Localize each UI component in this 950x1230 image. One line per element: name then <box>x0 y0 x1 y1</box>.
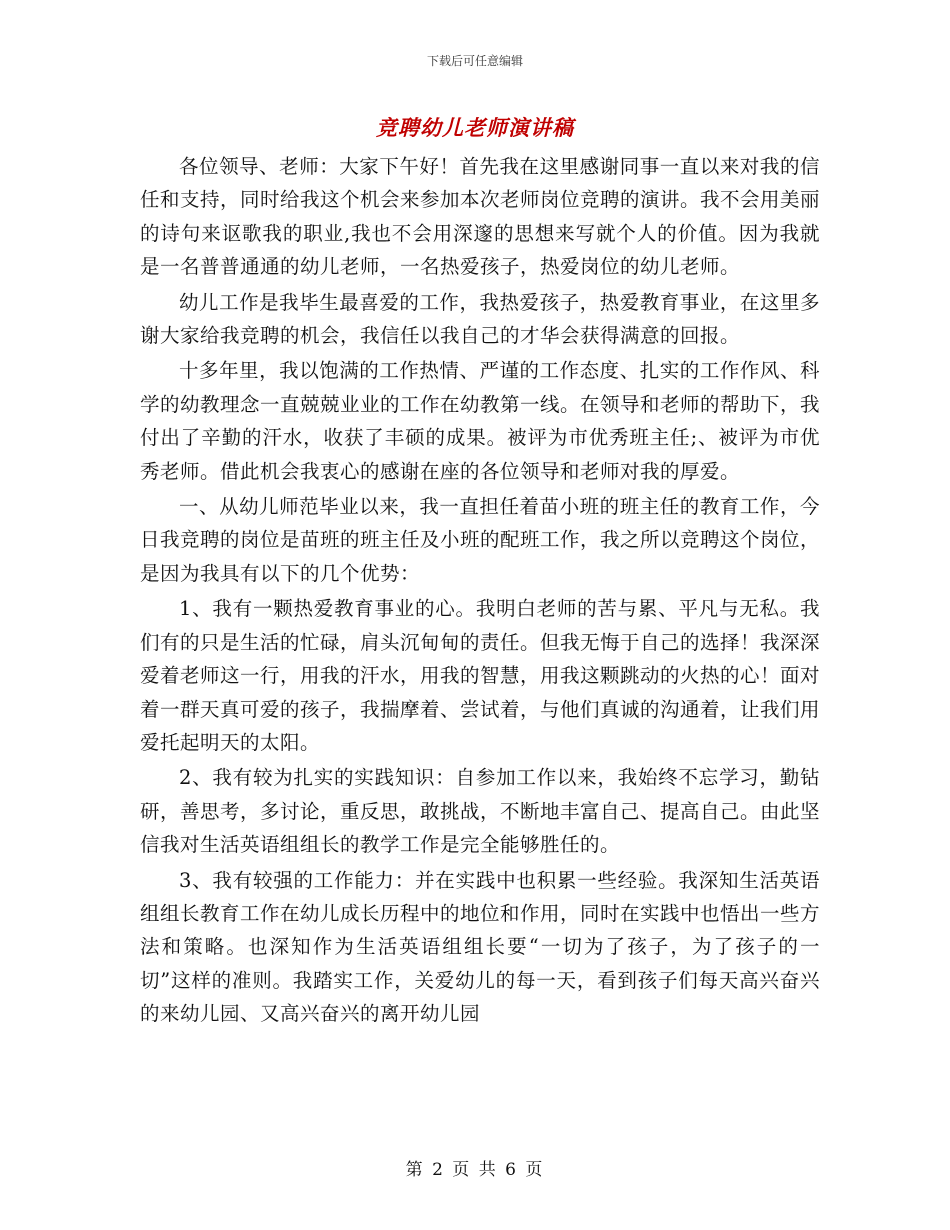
page-number-footer: 第 2 页 共 6 页 <box>405 1160 545 1180</box>
paragraph: 幼儿工作是我毕生最喜爱的工作，我热爱孩子，热爱教育事业，在这里多谢大家给我竞聘的机会，我信任以我自己的才华会获得满意的回报。 <box>140 290 820 348</box>
header-note: 下载后可任意编辑 <box>426 54 523 68</box>
document-title: 竞聘幼儿老师演讲稿 <box>376 116 574 140</box>
paragraph: 各位领导、老师：大家下午好！首先我在这里感谢同事一直以来对我的信任和支持，同时给我这个机会来参加本次老师岗位竞聘的演讲。我不会用美丽的诗句来讴歌我的职业,我也不会用深邃的思想来写就个人的价值。因为我就是一名普普通通的幼儿老师，一名热爱孩子，热爱岗位的幼儿老师。 <box>140 155 821 279</box>
paragraph: 一、从幼儿师范毕业以来，我一直担任着苗小班的班主任的教育工作，今日我竞聘的岗位是苗班的班主任及小班的配班工作，我之所以竞聘这个岗位，是因为我具有以下的几个优势： <box>140 495 821 585</box>
paragraph: 十多年里，我以饱满的工作热情、严谨的工作态度、扎实的工作作风、科学的幼教理念一直兢兢业业的工作在幼教第一线。在领导和老师的帮助下，我付出了辛勤的汗水，收获了丰硕的成果。被评为市优秀班主任;、被评为市优秀老师。借此机会我衷心的感谢在座的各位领导和老师对我的厚爱。 <box>140 359 821 483</box>
paragraph: 3、我有较强的工作能力：并在实践中也积累一些经验。我深知生活英语组组长教育工作在幼儿成长历程中的地位和作用，同时在实践中也悟出一些方法和策略。也深知作为生活英语组组长要“一切为了孩子，为了孩子的一切”这样的准则。我踏实工作，关爱幼儿的每一天，看到孩子们每天高兴奋兴的来幼儿园、又高兴奋兴的离开幼儿园 <box>140 868 821 1026</box>
document-body <box>140 150 820 1033</box>
paragraph: 1、我有一颗热爱教育事业的心。我明白老师的苦与累、平凡与无私。我们有的只是生活的忙碌，肩头沉甸甸的责任。但我无悔于自己的选择！我深深爱着老师这一行，用我的汗水，用我的智慧，用我这颗跳动的火热的心！面对着一群天真可爱的孩子，我揣摩着、尝试着，与他们真诚的沟通着，让我们用爱托起明天的太阳。 <box>140 597 821 754</box>
paragraph: 2、我有较为扎实的实践知识：自参加工作以来，我始终不忘学习，勤钻研，善思考，多讨论，重反思，敢挑战，不断地丰富自己、提高自己。由此坚信我对生活英语组组长的教学工作是完全能够胜任的。 <box>140 766 821 857</box>
